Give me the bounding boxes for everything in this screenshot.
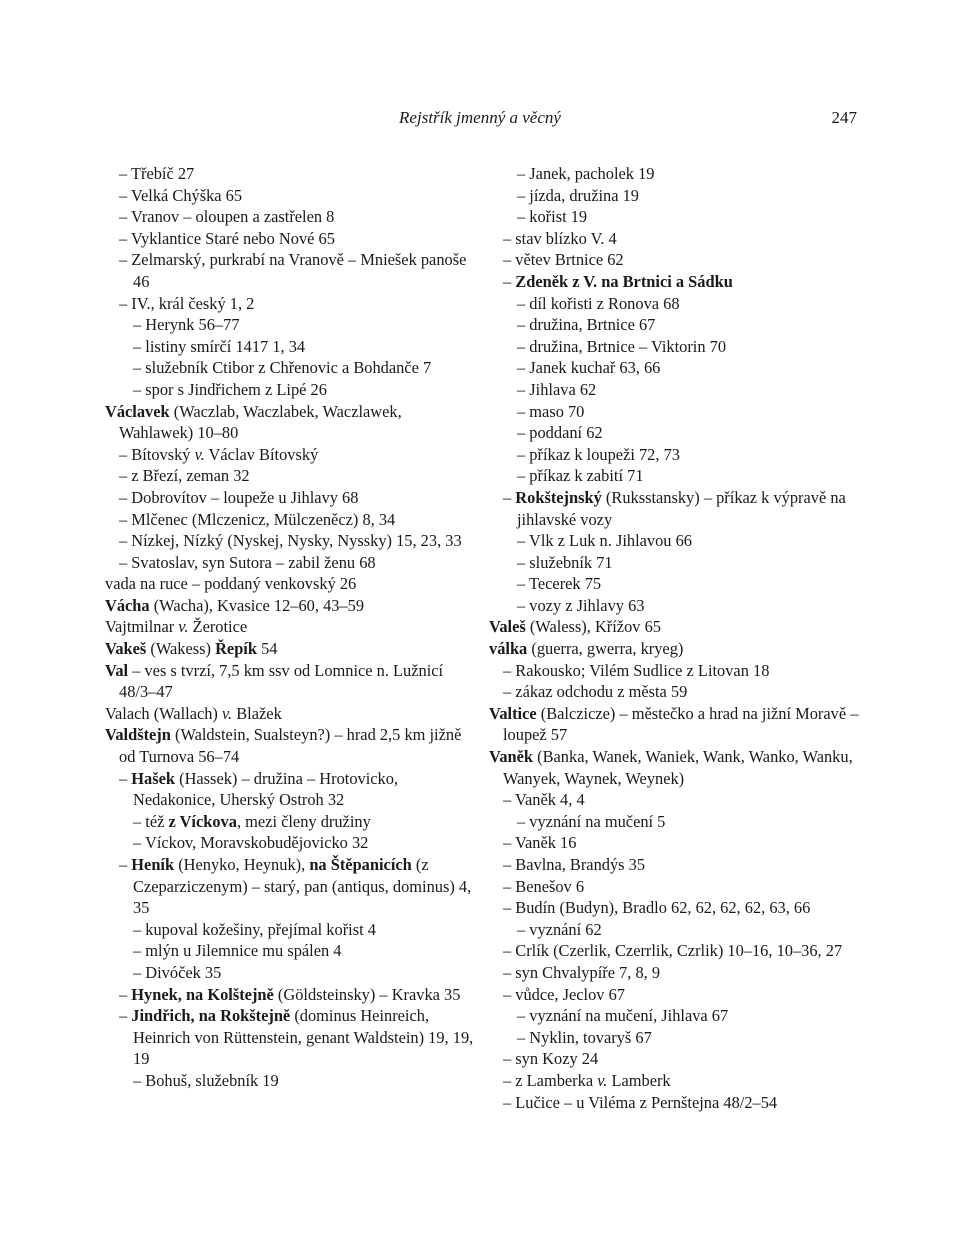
entry-text: – vyznání na mučení 5: [517, 811, 666, 831]
index-entry: [517, 357, 861, 379]
index-entry: [119, 1005, 477, 1070]
entry-text: – z Lamberka: [503, 1070, 598, 1090]
entry-text: – Crlík (Czerlik, Czerrlik, Czrlik) 10–16, 10–36, 27: [503, 941, 843, 961]
index-entry: [119, 509, 477, 531]
index-entry: [105, 703, 477, 725]
entry-text: – Vranov – oloupen a zastřelen 8: [119, 207, 335, 227]
entry-text: – jízda, družina 19: [517, 185, 639, 205]
running-head: [0, 106, 960, 130]
index-entry: [517, 595, 861, 617]
index-entry: [119, 768, 477, 811]
index-entry: [503, 681, 861, 703]
entry-headword: Hašek: [131, 768, 176, 788]
entry-headword: Heník: [131, 855, 175, 874]
entry-text: – mlýn u Jilemnice mu spálen 4: [133, 941, 342, 961]
entry-text: – Herynk 56–77: [133, 315, 240, 335]
entry-headword: válka: [489, 639, 528, 659]
index-entry: [517, 163, 861, 185]
entry-headword: Vakeš: [105, 639, 147, 659]
index-entry: [517, 185, 861, 207]
index-entry: [503, 854, 861, 876]
index-entry: [517, 422, 861, 444]
index-entry: [119, 530, 477, 552]
index-entry: [133, 832, 477, 854]
entry-text: – z Březí, zeman 32: [119, 466, 250, 486]
entry-text: – IV., král český 1, 2: [119, 293, 255, 313]
index-entry: [119, 206, 477, 228]
entry-text: – družina, Brtnice – Viktorin 70: [517, 336, 727, 356]
entry-text: – vozy z Jihlavy 63: [517, 595, 645, 615]
entry-text: – Jihlava 62: [517, 379, 597, 399]
entry-text: Lamberk: [607, 1070, 671, 1090]
index-entry: [119, 854, 477, 919]
entry-text: – Zelmarský, purkrabí na Vranově – Mniešek panoše 46: [119, 250, 467, 291]
entry-headword: na Štěpanicích: [309, 855, 412, 874]
entry-text: 54: [256, 639, 278, 659]
entry-text: Žerotice: [188, 617, 248, 637]
entry-text: – služebník Ctibor z Chřenovic a Bohdanče 7: [133, 358, 432, 378]
index-entry: [119, 228, 477, 250]
index-entry: [133, 962, 477, 984]
index-entry: [119, 185, 477, 207]
index-entry: [517, 1027, 861, 1049]
entry-text: – služebník 71: [517, 552, 613, 572]
index-entry: [517, 336, 861, 358]
index-entry: [517, 465, 861, 487]
entry-cross-reference: v.: [178, 617, 189, 637]
index-entry: [105, 660, 477, 703]
index-entry: [503, 897, 861, 919]
entry-text: (Hassek) – družina – Hrotovicko, Nedakonice, Uherský Ostroh 32: [133, 768, 399, 810]
entry-headword: Řepík: [215, 639, 257, 659]
entry-headword: Valdštejn: [105, 725, 171, 745]
entry-text: – Vaněk 16: [503, 833, 577, 853]
entry-text: – díl kořisti z Ronova 68: [517, 293, 680, 313]
index-entry: [517, 552, 861, 574]
index-entry: [503, 832, 861, 854]
entry-text: (Waldstein, Sualsteyn?) – hrad 2,5 km jižně od Turnova 56–74: [119, 725, 462, 767]
entry-text: (Banka, Wanek, Waniek, Wank, Wanko, Wanku, Wanyek, Waynek, Weynek): [503, 747, 853, 788]
index-entry: [503, 940, 861, 962]
entry-text: – spor s Jindřichem z Lipé 26: [133, 379, 327, 399]
entry-text: – družina, Brtnice 67: [517, 315, 656, 335]
entry-text: (Ruksstansky) – příkaz k výpravě na jihlavské vozy: [517, 487, 846, 529]
index-entry: [489, 638, 861, 660]
entry-text: – Janek kuchař 63, 66: [517, 358, 661, 378]
entry-text: (Waczlab, Waczlabek, Waczlawek, Wahlawek) 10–80: [119, 401, 402, 443]
entry-text: (z Czeparziczenym) – starý, pan (antiqus, dominus) 4, 35: [133, 855, 472, 918]
index-column-left: [105, 163, 477, 1092]
entry-text: – Nyklin, tovaryš 67: [517, 1027, 652, 1047]
entry-text: – větev Brtnice 62: [503, 250, 624, 270]
entry-headword: Hynek, na Kolštejně: [131, 984, 274, 1004]
index-entry: [503, 228, 861, 250]
entry-text: – kupoval kožešiny, přejímal kořist 4: [133, 919, 376, 939]
entry-text: (Göldsteinsky) – Kravka 35: [273, 984, 461, 1004]
entry-headword: z Víckova: [168, 811, 237, 831]
index-entry: [489, 616, 861, 638]
index-entry: [503, 984, 861, 1006]
entry-text: (Wakess): [146, 639, 216, 659]
index-entry: [517, 293, 861, 315]
entry-text: – syn Chvalypíře 7, 8, 9: [503, 962, 661, 982]
entry-text: –: [503, 271, 516, 291]
entry-text: –: [119, 855, 132, 874]
entry-text: –: [119, 984, 132, 1004]
index-entry: [517, 444, 861, 466]
index-entry: [503, 1048, 861, 1070]
entry-text: – ves s tvrzí, 7,5 km ssv od Lomnice n. Lužnicí 48/3–47: [119, 660, 444, 702]
entry-text: (Balczicze) – městečko a hrad na jižní Moravě – loupež 57: [503, 703, 859, 745]
index-entry: [489, 703, 861, 746]
entry-text: vada na ruce – poddaný venkovský 26: [105, 574, 357, 594]
page-number: 247: [831, 108, 857, 127]
entry-headword: Vácha: [105, 595, 150, 615]
entry-text: – Vaněk 4, 4: [503, 790, 585, 810]
running-title: Rejstřík jmenný a věcný: [399, 108, 561, 127]
index-entry: [133, 357, 477, 379]
index-entry: [517, 314, 861, 336]
entry-headword: Jindřich, na Rokštejně: [131, 1006, 291, 1026]
index-entry: [503, 962, 861, 984]
entry-headword: Rokštejnský: [515, 487, 602, 507]
entry-text: – kořist 19: [517, 207, 588, 227]
entry-text: – Bavlna, Brandýs 35: [503, 855, 646, 874]
entry-text: – též: [133, 811, 169, 831]
index-entry: [119, 163, 477, 185]
entry-text: Valach (Wallach): [105, 703, 222, 723]
entry-text: – Víckov, Moravskobudějovicko 32: [133, 833, 369, 853]
entry-text: – Tecerek 75: [517, 574, 602, 594]
entry-cross-reference: v.: [597, 1070, 608, 1090]
index-entry: [503, 660, 861, 682]
entry-text: – Janek, pacholek 19: [517, 164, 655, 183]
index-entry: [517, 206, 861, 228]
entry-text: – Vlk z Luk n. Jihlavou 66: [517, 531, 692, 551]
index-entry: [517, 811, 861, 833]
entry-text: –: [119, 768, 132, 788]
entry-text: Vajtmilnar: [105, 617, 179, 637]
entry-headword: Val: [105, 660, 129, 680]
entry-text: – Lučice – u Viléma z Pernštejna 48/2–54: [503, 1092, 778, 1112]
index-entry: [503, 249, 861, 271]
entry-text: Blažek: [232, 703, 282, 723]
entry-cross-reference: v.: [222, 703, 233, 723]
entry-text: – Mlčenec (Mlczenicz, Mülczeněcz) 8, 34: [119, 509, 396, 529]
index-entry: [119, 552, 477, 574]
index-entry: [105, 638, 477, 660]
entry-text: (dominus Heinreich, Heinrich von Rüttenstein, genant Waldstein) 19, 19, 19: [133, 1006, 474, 1069]
index-entry: [517, 919, 861, 941]
index-entry: [133, 314, 477, 336]
index-entry: [133, 811, 477, 833]
entry-text: – vůdce, Jeclov 67: [503, 984, 625, 1004]
index-entry: [517, 530, 861, 552]
entry-text: – Dobrovítov – loupeže u Jihlavy 68: [119, 487, 359, 507]
index-entry: [133, 379, 477, 401]
entry-text: – příkaz k zabití 71: [517, 466, 644, 486]
index-entry: [503, 271, 861, 293]
index-entry: [517, 379, 861, 401]
entry-text: – listiny smírčí 1417 1, 34: [133, 336, 306, 356]
entry-text: – Velká Chýška 65: [119, 185, 243, 205]
index-entry: [119, 249, 477, 292]
entry-text: (Henyko, Heynuk),: [174, 855, 310, 874]
index-entry: [503, 789, 861, 811]
entry-text: (Waless), Křížov 65: [525, 617, 661, 637]
index-entry: [105, 401, 477, 444]
index-entry: [105, 595, 477, 617]
index-entry: [105, 573, 477, 595]
index-entry: [489, 746, 861, 789]
entry-text: – vyznání na mučení, Jihlava 67: [517, 1006, 729, 1026]
entry-text: – Svatoslav, syn Sutora – zabil ženu 68: [119, 552, 376, 572]
entry-text: – Divóček 35: [133, 962, 222, 982]
entry-text: – vyznání 62: [517, 919, 602, 939]
index-entry: [133, 336, 477, 358]
entry-text: – stav blízko V. 4: [503, 228, 617, 248]
index-entry: [105, 616, 477, 638]
entry-text: – Třebíč 27: [119, 164, 195, 183]
index-entry: [517, 573, 861, 595]
entry-text: – zákaz odchodu z města 59: [503, 682, 688, 702]
index-entry: [517, 401, 861, 423]
index-entry: [503, 487, 861, 530]
entry-headword: Valeš: [489, 617, 526, 637]
entry-text: – maso 70: [517, 401, 585, 421]
entry-text: Václav Bítovský: [204, 444, 319, 464]
index-entry: [503, 1092, 861, 1114]
entry-headword: Vaněk: [489, 747, 534, 767]
index-entry: [119, 465, 477, 487]
entry-text: – Budín (Budyn), Bradlo 62, 62, 62, 62, 63, 66: [503, 898, 811, 918]
index-entry: [119, 444, 477, 466]
entry-text: – Benešov 6: [503, 876, 585, 896]
entry-headword: Valtice: [489, 703, 537, 723]
entry-text: – příkaz k loupeži 72, 73: [517, 444, 680, 464]
entry-headword: Zdeněk z V. na Brtnici a Sádku: [515, 271, 733, 291]
index-entry: [133, 940, 477, 962]
index-column-right: [489, 163, 861, 1113]
index-entry: [503, 876, 861, 898]
entry-text: – Bítovský: [119, 444, 195, 464]
index-entry: [119, 293, 477, 315]
index-entry: [119, 984, 477, 1006]
entry-text: – syn Kozy 24: [503, 1049, 599, 1069]
entry-text: – poddaní 62: [517, 423, 603, 443]
entry-cross-reference: v.: [194, 444, 205, 464]
index-entry: [503, 1070, 861, 1092]
entry-text: –: [503, 487, 516, 507]
index-entry: [133, 919, 477, 941]
entry-text: – Rakousko; Vilém Sudlice z Litovan 18: [503, 660, 770, 680]
index-entry: [119, 487, 477, 509]
entry-text: , mezi členy družiny: [236, 811, 371, 831]
index-entry: [133, 1070, 477, 1092]
entry-text: – Bohuš, služebník 19: [133, 1070, 279, 1090]
entry-headword: Václavek: [105, 401, 170, 421]
entry-text: (Wacha), Kvasice 12–60, 43–59: [149, 595, 365, 615]
entry-text: – Nízkej, Nízký (Nyskej, Nysky, Nyssky) 15, 23, 33: [119, 531, 462, 551]
entry-text: (guerra, gwerra, kryeg): [527, 639, 684, 659]
index-entry: [105, 724, 477, 767]
entry-text: – Vyklantice Staré nebo Nové 65: [119, 228, 335, 248]
index-entry: [517, 1005, 861, 1027]
entry-text: –: [119, 1006, 132, 1026]
